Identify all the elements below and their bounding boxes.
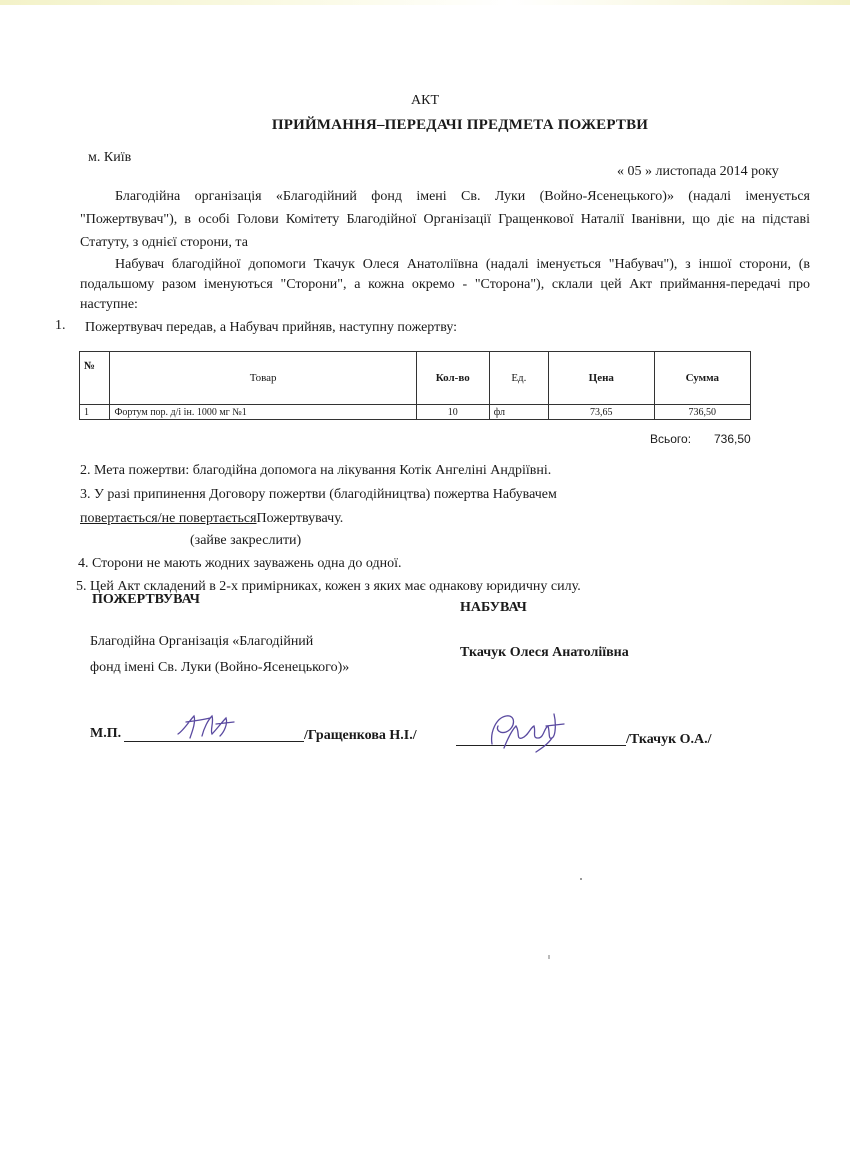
total-label: Всього: [650,432,692,446]
donor-signer: /Гращенкова Н.І./ [304,728,417,743]
option-no-return: не повертається [161,511,257,526]
table-header-row [80,352,751,405]
header-qty: Кол-во [416,352,489,405]
scan-dot [580,878,582,880]
total-value: 736,50 [714,432,751,446]
item-3-text: 3. У разі припинення Договору пожертви (благодійництва) пожертва Набувачем [80,487,557,502]
document-title: АКТ [411,93,439,108]
option-tail: Пожертвувачу. [256,511,344,526]
header-num: № [80,352,110,405]
recipient-signature-icon [486,708,566,763]
item-2: 2. Мета пожертви: благодійна допомога на лікування Котік Ангеліні Андріївні. [80,463,552,478]
intro-donor: Благодійна організація «Благодійний фонд імені Св. Луки (Войно-Ясенецького)» (надалі іменується "Пожертвувач"), в особі Голови Комітету Благодійної Організації Гращенкової Наталії Іванівни, що діє на підставі Статуту, з однієї сторони, та [80,189,810,250]
item-4: 4. Сторони не мають жодних зауважень одна до одної. [78,556,402,571]
header-sum: Сумма [654,352,750,405]
row-sum: 736,50 [654,405,750,420]
header-price: Цена [549,352,655,405]
table-row [80,405,751,420]
place: м. Київ [88,150,132,165]
header-item: Товар [110,352,416,405]
intro-recipient: Набувач благодійної допомоги Ткачук Олеся Анатоліївна (надалі іменується "Набувач"), з іншої сторони, (в подальшому разом іменуються "Сторони", а кожна окремо - "Сторона"), склали цей Акт приймання-передачі про наступне: [80,257,810,312]
row-qty: 10 [416,405,489,420]
date: « 05 » листопада 2014 року [617,164,779,179]
item-3-note: (зайве закреслити) [190,533,302,548]
row-price: 73,65 [549,405,655,420]
stamp-label: М.П. [90,726,122,741]
item-1-number: 1. [55,318,66,333]
recipient-name: Ткачук Олеся Анатоліївна [460,645,629,660]
recipient-role: НАБУВАЧ [460,600,527,615]
donor-signature-icon [176,712,236,747]
row-item: Фортум пор. д/і ін. 1000 мг №1 [110,405,416,420]
donor-org-line2: фонд імені Св. Луки (Войно-Ясенецького)» [90,660,350,675]
row-unit: фл [489,405,548,420]
recipient-signer: /Ткачук О.А./ [626,732,712,747]
scan-edge [0,0,850,5]
document-subtitle: ПРИЙМАННЯ–ПЕРЕДАЧІ ПРЕДМЕТА ПОЖЕРТВИ [271,117,649,133]
donor-org-line1: Благодійна Організація «Благодійний [90,634,314,649]
donor-role: ПОЖЕРТВУВАЧ [92,592,200,607]
item-1-text: Пожертвувач передав, а Набувач прийняв, наступну пожертву: [85,320,458,335]
header-unit: Ед. [489,352,548,405]
item-5: 5. Цей Акт складений в 2-х примірниках, кожен з яких має однакову юридичну силу. [76,579,581,594]
option-return: повертається [80,511,158,526]
goods-table [79,351,751,420]
item-3-options [80,511,343,527]
scan-dot [548,955,550,959]
row-num: 1 [80,405,110,420]
option-separator: / [157,511,162,526]
